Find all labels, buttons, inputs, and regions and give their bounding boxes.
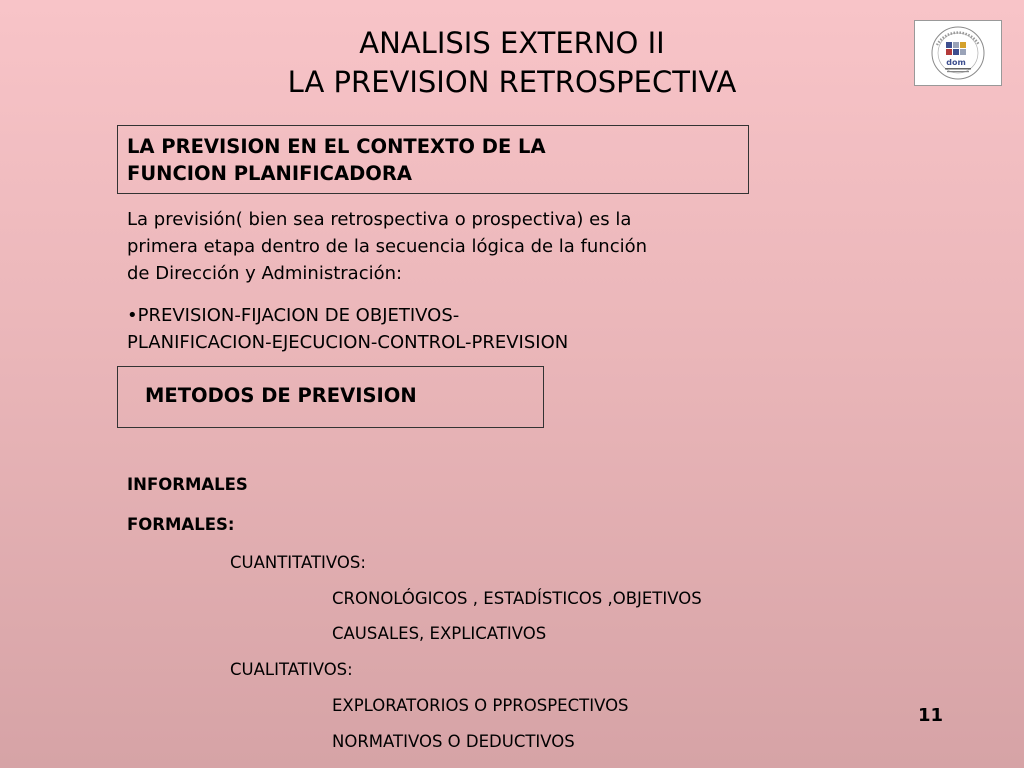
context-box-line2: FUNCION PLANIFICADORA [127, 162, 412, 185]
sequence-line1: •PREVISION-FIJACION DE OBJETIVOS- [127, 305, 460, 326]
intro-line2: primera etapa dentro de la secuencia lógica de la función [127, 236, 648, 257]
context-box [117, 125, 749, 194]
university-logo [914, 20, 1002, 86]
formales-heading: FORMALES: [127, 515, 235, 534]
university-seal-icon [915, 21, 1001, 85]
cronologicos-label: CRONOLÓGICOS , ESTADÍSTICOS ,OBJETIVOS [332, 589, 702, 608]
sequence-line2: PLANIFICACION-EJECUCION-CONTROL-PREVISION [127, 332, 569, 353]
causales-label: CAUSALES, EXPLICATIVOS [332, 624, 547, 643]
logo-letters: dom [946, 58, 966, 67]
page-number: 11 [918, 705, 944, 726]
slide-title-line1: ANALISIS EXTERNO II [359, 26, 665, 60]
slide-title-line2: LA PREVISION RETROSPECTIVA [287, 65, 737, 99]
normativos-label: NORMATIVOS O DEDUCTIVOS [332, 732, 575, 751]
context-box-line1: LA PREVISION EN EL CONTEXTO DE LA [127, 135, 546, 158]
exploratorios-label: EXPLORATORIOS O PPROSPECTIVOS [332, 696, 629, 715]
methods-box: METODOS DE PREVISION [117, 366, 544, 428]
cuantitativos-label: CUANTITATIVOS: [230, 553, 366, 572]
sequence-paragraph [127, 302, 747, 356]
cualitativos-label: CUALITATIVOS: [230, 660, 353, 679]
intro-paragraph [127, 206, 747, 287]
intro-line1: La previsión( bien sea retrospectiva o prospectiva) es la [127, 209, 632, 230]
intro-line3: de Dirección y Administración: [127, 263, 403, 284]
informales-heading: INFORMALES [127, 475, 248, 494]
